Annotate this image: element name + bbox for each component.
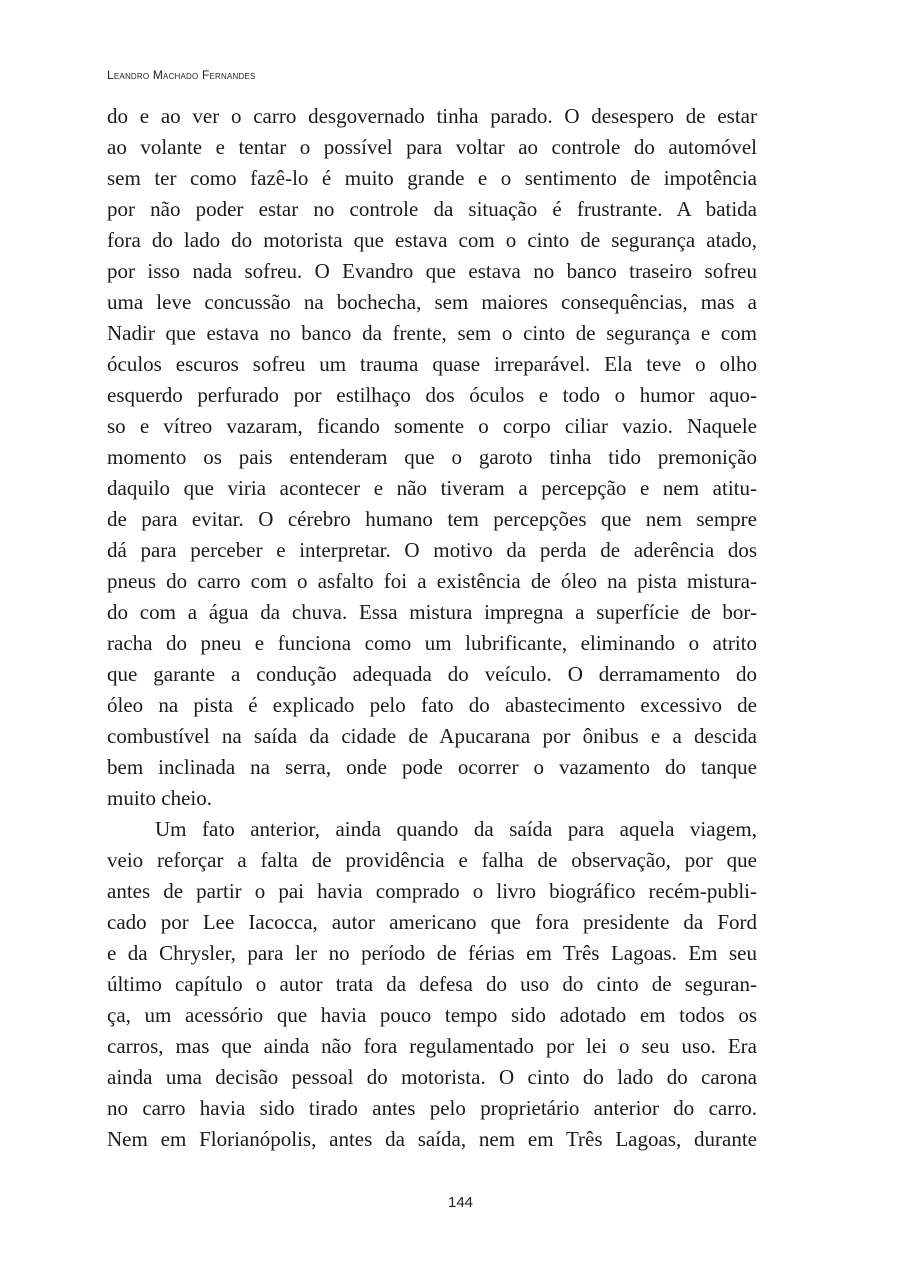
text-line: Nem em Florianópolis, antes da saída, nem em Três Lagoas, durante <box>107 1127 757 1151</box>
text-line: momento os pais entenderam que o garoto tinha tido premonição <box>107 445 757 469</box>
text-line: esquerdo perfurado por estilhaço dos óculos e todo o humor aquo- <box>107 383 757 407</box>
text-line: e da Chrysler, para ler no período de férias em Três Lagoas. Em seu <box>107 941 757 965</box>
text-line: pneus do carro com o asfalto foi a existência de óleo na pista mistura- <box>107 569 757 593</box>
text-line: óculos escuros sofreu um trauma quase irreparável. Ela teve o olho <box>107 352 757 376</box>
paragraph <box>107 101 757 814</box>
text-line: ao volante e tentar o possível para voltar ao controle do automóvel <box>107 135 757 159</box>
text-line: por isso nada sofreu. O Evandro que estava no banco traseiro sofreu <box>107 259 757 283</box>
text-line: carros, mas que ainda não fora regulamentado por lei o seu uso. Era <box>107 1034 757 1058</box>
text-line: por não poder estar no controle da situação é frustrante. A batida <box>107 197 757 221</box>
text-line: sem ter como fazê-lo é muito grande e o sentimento de impotência <box>107 166 757 190</box>
text-line: bem inclinada na serra, onde pode ocorrer o vazamento do tanque <box>107 755 757 779</box>
text-line: no carro havia sido tirado antes pelo proprietário anterior do carro. <box>107 1096 757 1120</box>
text-line: que garante a condução adequada do veículo. O derramamento do <box>107 662 757 686</box>
page-number: 144 <box>447 1194 474 1211</box>
text-line: so e vítreo vazaram, ficando somente o corpo ciliar vazio. Naquele <box>107 414 757 438</box>
text-line: veio reforçar a falta de providência e falha de observação, por que <box>107 848 757 872</box>
text-line: daquilo que viria acontecer e não tiveram a percepção e nem atitu- <box>107 476 757 500</box>
text-line: fora do lado do motorista que estava com o cinto de segurança atado, <box>107 228 757 252</box>
text-line: muito cheio. <box>107 786 212 810</box>
text-line: racha do pneu e funciona como um lubrificante, eliminando o atrito <box>107 631 757 655</box>
running-head: Leandro Machado Fernandes <box>107 68 256 82</box>
text-line: antes de partir o pai havia comprado o livro biográfico recém-publi- <box>107 879 757 903</box>
text-line: dá para perceber e interpretar. O motivo da perda de aderência dos <box>107 538 757 562</box>
text-line: ça, um acessório que havia pouco tempo sido adotado em todos os <box>107 1003 757 1027</box>
body-text <box>107 101 757 1155</box>
text-line: Nadir que estava no banco da frente, sem o cinto de segurança e com <box>107 321 757 345</box>
text-line: do e ao ver o carro desgovernado tinha parado. O desespero de estar <box>107 104 757 128</box>
text-line: cado por Lee Iacocca, autor americano que fora presidente da Ford <box>107 910 757 934</box>
text-line: óleo na pista é explicado pelo fato do abastecimento excessivo de <box>107 693 757 717</box>
text-line: último capítulo o autor trata da defesa do uso do cinto de seguran- <box>107 972 757 996</box>
text-line: combustível na saída da cidade de Apucarana por ônibus e a descida <box>107 724 757 748</box>
text-line: do com a água da chuva. Essa mistura impregna a superfície de bor- <box>107 600 757 624</box>
text-line: Um fato anterior, ainda quando da saída para aquela viagem, <box>155 817 757 841</box>
text-line: uma leve concussão na bochecha, sem maiores consequências, mas a <box>107 290 757 314</box>
text-line: ainda uma decisão pessoal do motorista. O cinto do lado do carona <box>107 1065 757 1089</box>
text-line: de para evitar. O cérebro humano tem percepções que nem sempre <box>107 507 757 531</box>
paragraph <box>107 814 757 1155</box>
